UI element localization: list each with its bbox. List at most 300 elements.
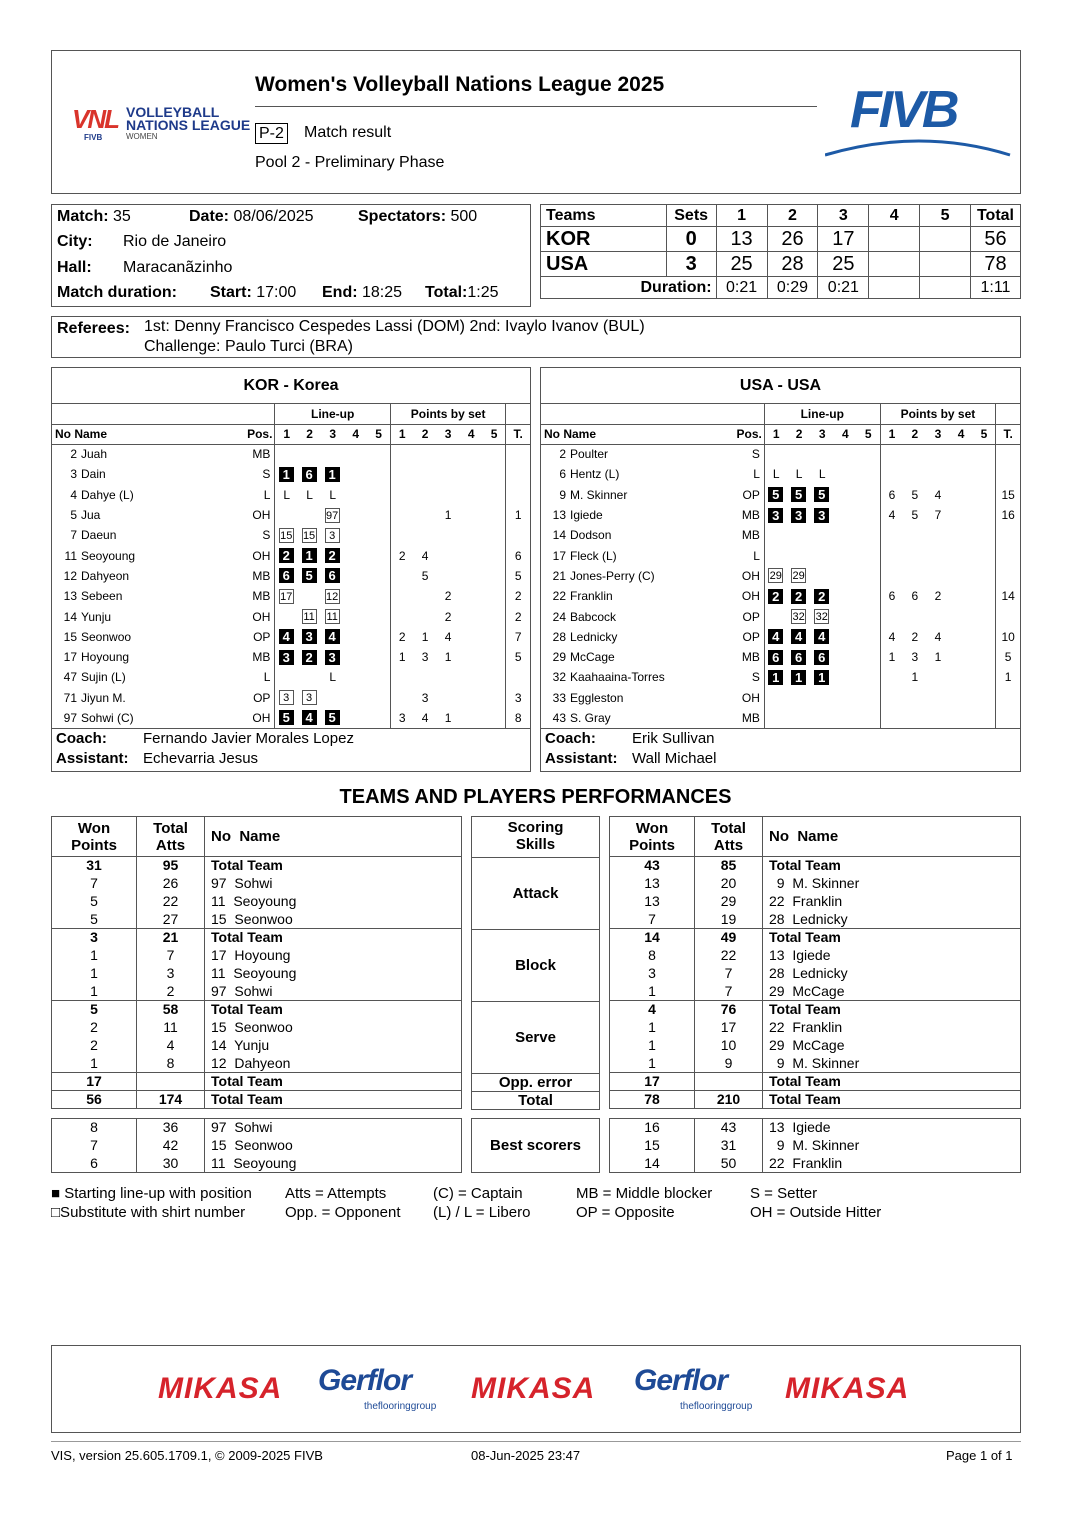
best-scorers-table (609, 1118, 1021, 1173)
total-atts: 8 (137, 1055, 205, 1073)
lineup-cell (811, 667, 834, 687)
player-number: 2 (559, 447, 566, 462)
skill-label: Opp. error (471, 1073, 600, 1092)
set-points (926, 464, 949, 484)
player-name: Fleck (L) (570, 548, 617, 563)
player-label: 13 Igiede (763, 1119, 1021, 1137)
lineup-cell (367, 566, 390, 586)
starting-position: 5 (325, 710, 340, 725)
lineup-cell (321, 545, 344, 565)
set-points (950, 708, 973, 728)
perf-row (610, 893, 1021, 911)
starting-position: 1 (791, 670, 806, 685)
perf-row (52, 1037, 462, 1055)
lineup-cell (298, 566, 321, 586)
total-points (996, 464, 1020, 484)
set-points: 2 (390, 627, 413, 647)
set-points: 2 (444, 589, 452, 604)
player-cell (52, 485, 275, 505)
player-cell (541, 647, 764, 667)
best-row (610, 1119, 1021, 1137)
player-name: McCage (570, 650, 615, 665)
perf-row (52, 857, 462, 875)
set-duration (920, 277, 971, 299)
gerflor-logo: Gerflor (318, 1364, 412, 1397)
lineup-cell (344, 586, 367, 606)
player-position: OH (741, 690, 760, 705)
player-row (541, 505, 1020, 525)
player-row (541, 566, 1020, 586)
player-name: Jua (81, 508, 101, 523)
lineup-cell (834, 464, 857, 484)
lineup-cell (275, 505, 298, 525)
no-name-label: No Name (544, 427, 597, 441)
libero-mark: L (329, 670, 336, 685)
set-points (880, 688, 903, 708)
total-atts: 20 (695, 875, 763, 893)
won-points: 13 (610, 875, 695, 893)
legend-item: (L) / L = Libero (433, 1204, 531, 1221)
set-points (973, 444, 996, 464)
score-team: KOR (541, 227, 667, 252)
player-label: 9 M. Skinner (763, 1055, 1021, 1073)
set-points (973, 667, 996, 687)
won-points: 2 (52, 1019, 137, 1037)
player-number: 17 (63, 650, 77, 665)
set-points (926, 566, 949, 586)
set-points (390, 566, 413, 586)
skills-header: Scoring Skills (471, 816, 600, 858)
player-name: Daeun (81, 528, 117, 543)
set-points: 1 (437, 708, 460, 728)
total-atts: 29 (695, 893, 763, 911)
player-name: Seonwoo (81, 629, 132, 644)
set-points: 1 (421, 629, 429, 644)
set-points: 2 (911, 629, 919, 644)
perf-row (52, 1055, 462, 1073)
won-points: 1 (52, 965, 137, 983)
name-header: No Name (763, 817, 1021, 857)
score-row (541, 227, 1021, 252)
lineup-cell (298, 586, 321, 606)
lineup-cell (344, 545, 367, 565)
pos-label: Pos. (736, 427, 762, 441)
starting-position: 2 (791, 589, 806, 604)
lineup-cell (367, 647, 390, 667)
set-duration (869, 277, 920, 299)
player-position: S (751, 670, 760, 685)
lineup-cell (367, 464, 390, 484)
set-points (483, 464, 506, 484)
set-points (973, 464, 996, 484)
skill-label: Serve (471, 1001, 600, 1074)
score-sets: 3 (666, 252, 716, 277)
player-position: OP (253, 690, 271, 705)
player-row (541, 525, 1020, 545)
match-number: 35 (113, 208, 131, 225)
lineup-cell (321, 586, 344, 606)
player-name: Dahyeon (81, 568, 130, 583)
player-cell (52, 444, 275, 464)
player-row (541, 647, 1020, 667)
lineup-cell (811, 566, 834, 586)
player-name: Eggleston (570, 690, 624, 705)
player-name: Yunju (81, 609, 112, 624)
player-position: L (263, 670, 271, 685)
lineup-cell (834, 566, 857, 586)
set-points (390, 444, 413, 464)
total-atts: 36 (137, 1119, 205, 1137)
set-points: 6 (880, 586, 903, 606)
player-number: 15 (63, 629, 77, 644)
player-number: 3 (70, 467, 77, 482)
player-position: S (262, 467, 271, 482)
set-points (880, 708, 903, 728)
set-points (460, 667, 483, 687)
perf-row (610, 875, 1021, 893)
lineup-cell (344, 444, 367, 464)
set-points (926, 444, 949, 464)
perf-right (609, 816, 1021, 1173)
player-name: Juah (81, 447, 108, 462)
total-points (506, 485, 530, 505)
player-row (52, 545, 530, 565)
lineup-set-header: 1 (764, 424, 787, 444)
total-atts: 4 (137, 1037, 205, 1055)
player-label: 22 Franklin (763, 893, 1021, 911)
set-points (950, 606, 973, 626)
starting-position: 3 (791, 508, 806, 523)
lineup-cell (321, 464, 344, 484)
lineup-cell (298, 667, 321, 687)
set-points (926, 708, 949, 728)
player-label: Total Team (205, 929, 462, 947)
set-points (950, 566, 973, 586)
player-number: 47 (63, 670, 77, 685)
set-points: 3 (421, 690, 429, 705)
player-number: 2 (70, 447, 77, 462)
total-time: 1:25 (467, 284, 499, 301)
perf-row (52, 929, 462, 947)
starting-position: 2 (814, 589, 829, 604)
team-usa (540, 367, 1021, 772)
starting-position: 3 (302, 629, 317, 644)
won-points: 1 (52, 1055, 137, 1073)
lineup-cell (857, 647, 880, 667)
player-cell (541, 586, 764, 606)
set-points (973, 485, 996, 505)
player-position: S (751, 447, 760, 462)
total-points: 6 (506, 545, 530, 565)
player-number: 71 (63, 690, 77, 705)
spectators: 500 (450, 208, 478, 225)
lineup-cell (344, 667, 367, 687)
set-points (880, 525, 903, 545)
total-atts: 3 (137, 965, 205, 983)
player-row (52, 708, 530, 728)
player-number: 97 (63, 710, 77, 725)
lineup-cell (764, 627, 787, 647)
substitute-number: 32 (815, 611, 828, 624)
player-row (541, 586, 1020, 606)
lineup-cell (764, 586, 787, 606)
set-points (926, 688, 949, 708)
lineup-cell (344, 485, 367, 505)
set-points (390, 688, 413, 708)
total-points: 2 (506, 586, 530, 606)
points-set-header: 3 (926, 424, 949, 444)
starting-position: 1 (814, 670, 829, 685)
player-label: Total Team (205, 1091, 462, 1109)
lineup-cell (275, 566, 298, 586)
substitute-number: 11 (303, 611, 315, 624)
lineup-cell (811, 586, 834, 606)
starting-position: 1 (302, 548, 317, 563)
set-points (926, 606, 949, 626)
player-cell (52, 505, 275, 525)
assistant-label: Assistant: (545, 749, 618, 767)
set-points (390, 667, 413, 687)
player-number: 43 (552, 710, 566, 725)
perf-row (52, 983, 462, 1001)
total-atts: 210 (695, 1091, 763, 1109)
player-label: 11 Seoyoung (205, 893, 462, 911)
lineup-set-header: 4 (344, 424, 367, 444)
player-name: Hoyoung (81, 650, 130, 665)
player-cell (52, 586, 275, 606)
lineup-cell (298, 464, 321, 484)
set-points (926, 525, 949, 545)
total-atts: 10 (695, 1037, 763, 1055)
lineup-cell (367, 667, 390, 687)
end-label: End: (322, 284, 358, 301)
set-points: 5 (911, 508, 919, 523)
player-name: Sebeen (81, 589, 123, 604)
end-time: 18:25 (362, 284, 403, 301)
perf-table (609, 816, 1021, 1109)
player-name: Babcock (570, 609, 617, 624)
player-cell (52, 525, 275, 545)
won-points: 17 (610, 1073, 695, 1091)
set-points (880, 545, 903, 565)
won-points: 15 (610, 1137, 695, 1155)
set-points: 7 (934, 508, 942, 523)
score-header-total: Total (970, 205, 1020, 227)
libero-mark: L (329, 487, 336, 502)
starting-position: 5 (768, 487, 783, 502)
starting-position: 4 (302, 710, 317, 725)
player-name: Dain (81, 467, 106, 482)
lineup-cell (298, 505, 321, 525)
lineup-cell (788, 444, 811, 464)
legend-item: Opp. = Opponent (285, 1204, 401, 1221)
perf-row (52, 1001, 462, 1019)
total-atts: 31 (695, 1137, 763, 1155)
total-points: 7 (506, 627, 530, 647)
perf-row (610, 1001, 1021, 1019)
lineup-cell (788, 708, 811, 728)
player-number: 12 (63, 568, 77, 583)
set-points (950, 647, 973, 667)
won-points: 14 (610, 1155, 695, 1173)
player-row (52, 688, 530, 708)
lineup-cell (857, 545, 880, 565)
atts-header: Total Atts (695, 817, 763, 857)
total-atts: 43 (695, 1119, 763, 1137)
match-code: P-2 (255, 123, 288, 144)
score-header-set: 5 (920, 205, 971, 227)
score-header-set: 1 (716, 205, 767, 227)
page-title: Women's Volleyball Nations League 2025 (255, 73, 665, 96)
set-points (437, 688, 460, 708)
player-label: 22 Franklin (763, 1019, 1021, 1037)
set-points: 1 (390, 647, 413, 667)
player-label: 15 Seonwoo (205, 911, 462, 929)
player-label: 15 Seonwoo (205, 1019, 462, 1037)
legend-item: □Substitute with shirt number (51, 1204, 246, 1221)
total-points (996, 545, 1020, 565)
coach-label: Coach: (545, 729, 596, 747)
player-number: 13 (63, 589, 77, 604)
won-points: 56 (52, 1091, 137, 1109)
won-points: 31 (52, 857, 137, 875)
player-name: M. Skinner (570, 487, 628, 502)
referees-box (51, 316, 1021, 358)
lineup-cell (367, 525, 390, 545)
won-points: 7 (52, 1137, 137, 1155)
legend-item: MB = Middle blocker (576, 1185, 713, 1202)
starting-position: 3 (279, 650, 294, 665)
perf-row (610, 1091, 1021, 1109)
match-label: Match: (57, 208, 109, 225)
no-name-label: No Name (55, 427, 108, 441)
set-points (903, 444, 926, 464)
lineup-cell (764, 505, 787, 525)
player-name: Seoyoung (81, 548, 136, 563)
player-row (52, 627, 530, 647)
score-header-set: 4 (869, 205, 920, 227)
lineup-cell (857, 525, 880, 545)
points-set-header: 5 (973, 424, 996, 444)
set-points: 4 (880, 505, 903, 525)
score-set: 25 (716, 252, 767, 277)
set-points (437, 566, 460, 586)
starting-position: 6 (325, 568, 340, 583)
score-set: 28 (767, 252, 818, 277)
starting-position: 4 (279, 629, 294, 644)
lineup-cell (857, 464, 880, 484)
lineup-cell (367, 505, 390, 525)
set-points (390, 586, 413, 606)
total-atts: 2 (137, 983, 205, 1001)
total-atts: 50 (695, 1155, 763, 1173)
player-cell (52, 688, 275, 708)
perf-row (610, 947, 1021, 965)
footer-timestamp: 08-Jun-2025 23:47 (471, 1448, 581, 1463)
player-number: 11 (64, 548, 77, 563)
total-atts: 21 (137, 929, 205, 947)
total-atts: 49 (695, 929, 763, 947)
player-label: Total Team (763, 1091, 1021, 1109)
total-atts: 17 (695, 1019, 763, 1037)
player-position: OH (252, 609, 271, 624)
starting-position: 3 (325, 650, 340, 665)
set-points: 1 (444, 508, 452, 523)
legend-item: (C) = Captain (433, 1185, 523, 1202)
won-points: 5 (52, 1001, 137, 1019)
score-set: 13 (716, 227, 767, 252)
lineup-cell (834, 444, 857, 464)
best-row (52, 1119, 462, 1137)
assistant-name: Echevarria Jesus (143, 749, 259, 767)
set-points: 3 (390, 708, 413, 728)
lineup-set-header: 1 (275, 424, 298, 444)
perf-row (610, 1019, 1021, 1037)
starting-position: 5 (279, 710, 294, 725)
mikasa-logo: MIKASA (158, 1372, 283, 1405)
starting-position: 6 (791, 650, 806, 665)
lineup-cell (764, 485, 787, 505)
legend-item: OP = Opposite (576, 1204, 675, 1221)
legend-item: Atts = Attempts (285, 1185, 387, 1202)
set-points (483, 525, 506, 545)
set-points: 6 (911, 589, 919, 604)
total-points (996, 566, 1020, 586)
start-time: 17:00 (256, 284, 297, 301)
lineup-cell (857, 505, 880, 525)
player-number: 14 (552, 528, 566, 543)
player-cell (52, 667, 275, 687)
player-cell (541, 485, 764, 505)
lineup-cell (344, 708, 367, 728)
player-row (52, 464, 530, 484)
lineup-cell (275, 688, 298, 708)
lineup-cell (344, 505, 367, 525)
player-name: Igiede (570, 508, 603, 523)
sponsors-box (51, 1345, 1021, 1433)
set-points: 5 (911, 487, 919, 502)
lineup-set-header: 3 (811, 424, 834, 444)
total-atts: 7 (695, 965, 763, 983)
starting-position: 2 (768, 589, 783, 604)
set-points (437, 464, 460, 484)
total-points: 5 (506, 647, 530, 667)
total-points: 1 (506, 505, 530, 525)
won-points: 1 (610, 983, 695, 1001)
perf-row (52, 893, 462, 911)
player-name: Hentz (L) (570, 467, 620, 482)
player-name: S. Gray (570, 710, 611, 725)
won-points: 3 (610, 965, 695, 983)
player-position: MB (741, 650, 760, 665)
lineup-cell (298, 485, 321, 505)
score-row (541, 252, 1021, 277)
set-points (437, 444, 460, 464)
player-label: 17 Hoyoung (205, 947, 462, 965)
substitute-number: 11 (326, 611, 338, 624)
lineup-cell (764, 525, 787, 545)
score-set: 26 (767, 227, 818, 252)
set-points (483, 627, 506, 647)
perf-header-row (610, 817, 1021, 857)
set-points (950, 688, 973, 708)
vnl-logo-women: WOMEN (126, 132, 158, 141)
lineup-cell (275, 444, 298, 464)
total-points: 14 (996, 586, 1020, 606)
set-points (973, 688, 996, 708)
lineup-cell (764, 688, 787, 708)
duration-label: Match duration: (57, 284, 177, 301)
